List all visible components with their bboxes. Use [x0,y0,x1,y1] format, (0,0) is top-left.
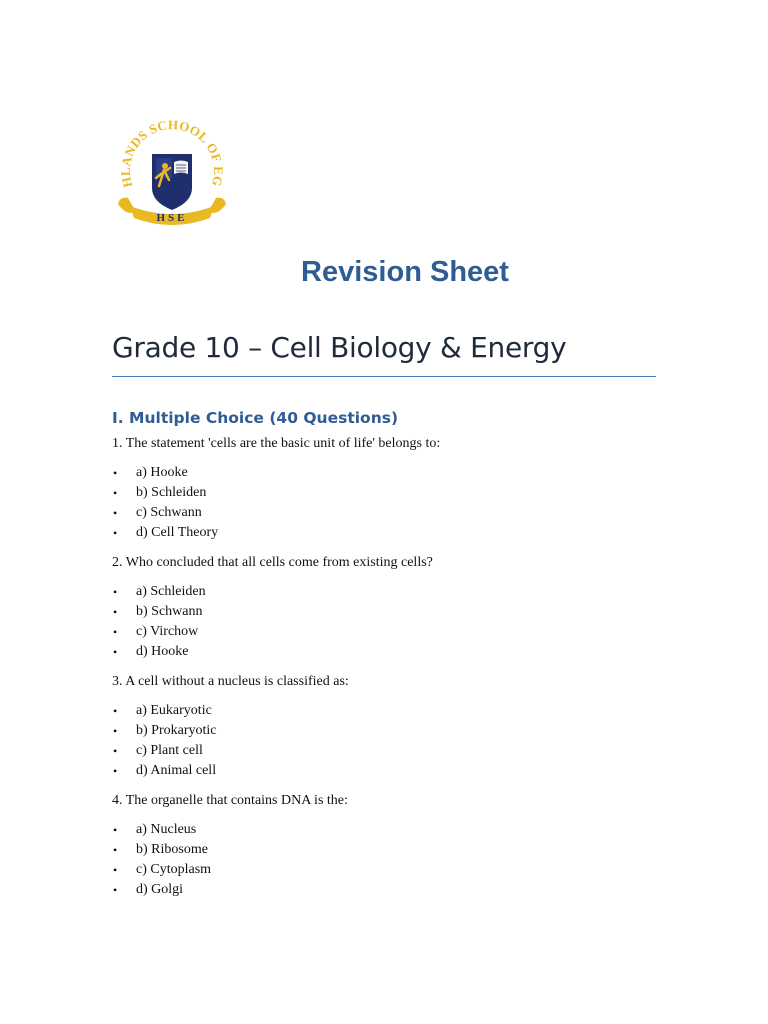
question-text: 2. Who concluded that all cells come from existing cells? [112,555,433,570]
question-2 [112,553,672,662]
option [112,860,672,880]
options-list [112,701,672,781]
option-label: c) Cytoplasm [136,862,212,877]
option-label: b) Schleiden [136,485,207,500]
bullet-icon: • [113,863,118,877]
grade-title: Grade 10 – Cell Biology & Energy [112,331,567,364]
bullet-icon: • [113,744,118,758]
option [112,523,672,543]
logo-banner-text: HSE [156,212,188,224]
bullet-icon: • [113,883,118,897]
option-label: a) Schleiden [136,584,206,599]
bullet-icon: • [113,486,118,500]
option [112,463,672,483]
options-list [112,582,672,662]
bullet-icon: • [113,724,118,738]
bullet-icon: • [113,823,118,837]
question-list [112,434,672,910]
question-3 [112,672,672,781]
sheet-title: Revision Sheet [301,256,509,288]
option [112,701,672,721]
question-text: 3. A cell without a nucleus is classified as: [112,674,349,689]
bullet-icon: • [113,585,118,599]
option-label: b) Ribosome [136,842,208,857]
option [112,761,672,781]
option [112,880,672,900]
option-label: c) Schwann [136,505,202,520]
option-label: c) Plant cell [136,743,203,758]
options-list [112,820,672,900]
option-label: b) Prokaryotic [136,723,217,738]
bullet-icon: • [113,625,118,639]
option-label: d) Golgi [136,882,184,897]
option-label: b) Schwann [136,604,203,619]
title-divider [112,376,656,377]
option-label: a) Eukaryotic [136,703,212,718]
bullet-icon: • [113,843,118,857]
bullet-icon: • [113,466,118,480]
option [112,503,672,523]
option-label: c) Virchow [136,624,199,639]
option-label: a) Hooke [136,465,188,480]
option [112,721,672,741]
question-text: 1. The statement 'cells are the basic unit of life' belongs to: [112,436,441,451]
bullet-icon: • [113,704,118,718]
question-text: 4. The organelle that contains DNA is the: [112,793,348,808]
option [112,642,672,662]
options-list [112,463,672,543]
option [112,483,672,503]
logo-arc-text: HLANDS SCHOOL OF EG [117,118,227,189]
option [112,622,672,642]
section-heading: I. Multiple Choice (40 Questions) [112,409,399,427]
option [112,582,672,602]
school-logo [112,118,232,226]
option-label: d) Animal cell [136,763,217,778]
option [112,820,672,840]
option [112,741,672,761]
option [112,602,672,622]
option-label: a) Nucleus [136,822,197,837]
option [112,840,672,860]
bullet-icon: • [113,605,118,619]
option-label: d) Cell Theory [136,525,219,540]
bullet-icon: • [113,764,118,778]
bullet-icon: • [113,506,118,520]
question-4 [112,791,672,900]
bullet-icon: • [113,645,118,659]
question-1 [112,434,672,543]
bullet-icon: • [113,526,118,540]
option-label: d) Hooke [136,644,189,659]
